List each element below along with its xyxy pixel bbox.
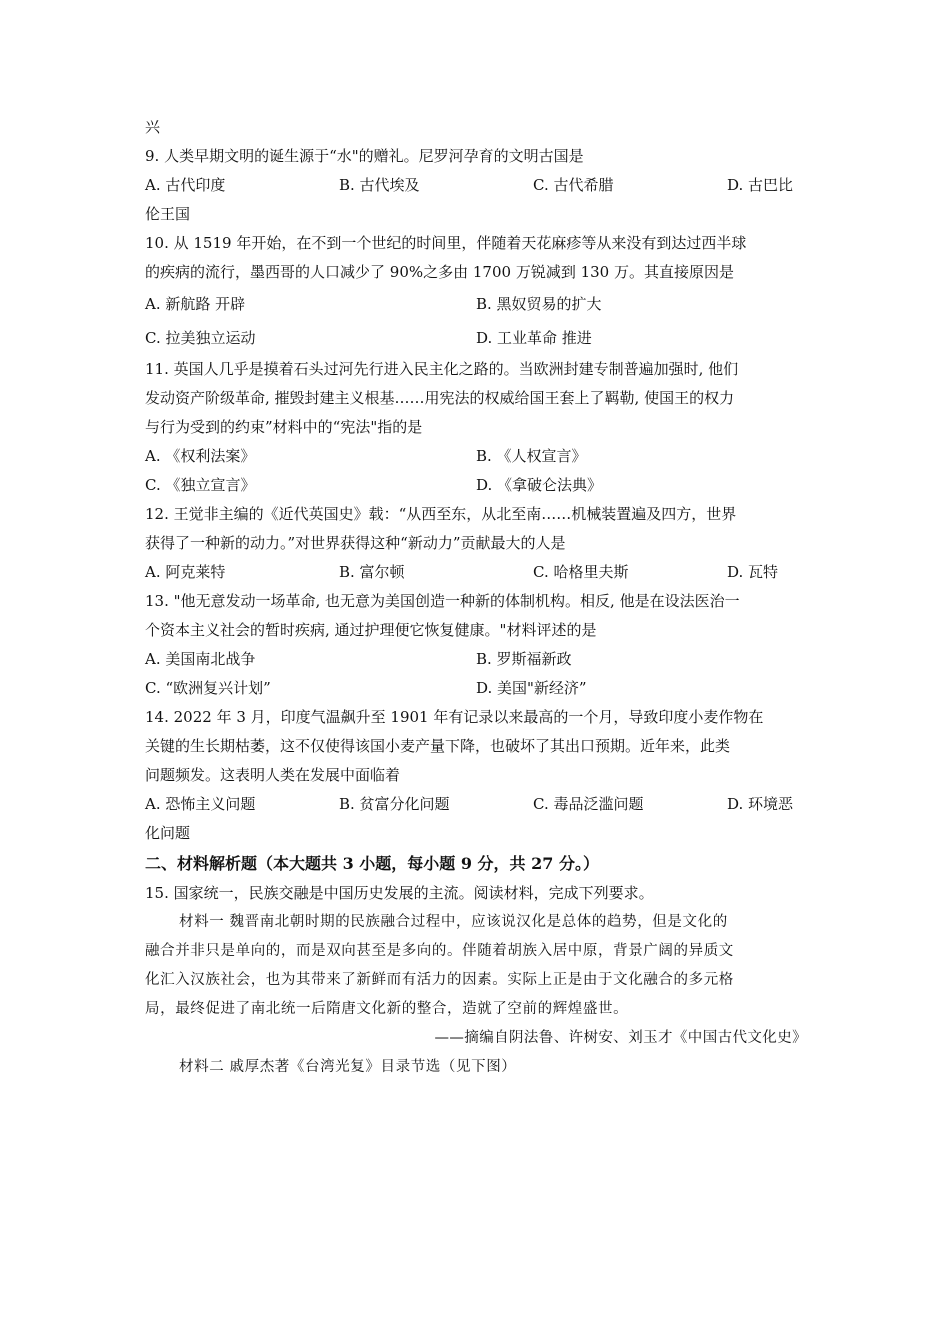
question-11: 11. 英国人几乎是摸着石头过河先行进入民主化之路的。当欧洲封建专制普遍加强时, 他们 xyxy=(145,360,739,378)
material-one-source: ——摘编自阴法鲁、许树安、刘玉才《中国古代文化史》 xyxy=(434,1030,807,1046)
material-one: 材料一 魏晋南北朝时期的民族融合过程中，应该说汉化是总体的趋势，但是文化的 xyxy=(179,914,728,930)
option-d: D. 瓦特 xyxy=(727,563,779,581)
option-c: C. 毒品泛滥问题 xyxy=(533,795,644,813)
question-10-options-row2 xyxy=(145,321,807,355)
question-15: 15. 国家统一，民族交融是中国历史发展的主流。阅读材料，完成下列要求。 xyxy=(145,884,654,902)
exam-page xyxy=(145,113,807,1082)
option-b: B. 古代埃及 xyxy=(339,176,420,194)
option-c: C. 拉美独立运动 xyxy=(145,329,256,347)
option-d: D. 古巴比 xyxy=(727,176,794,194)
question-10-cont: 的疾病的流行，墨西哥的人口减少了 90%之多由 1700 万锐减到 130 万。其直接原因是 xyxy=(145,263,734,281)
question-11-options-row2 xyxy=(145,471,807,500)
material-one-cont: 融合并非只是单向的，而是双向甚至是多向的。伴随着胡族入居中原，背景广阔的异质文 xyxy=(145,943,734,959)
option-a: A. 《权利法案》 xyxy=(145,447,256,465)
option-continuation: 化问题 xyxy=(145,824,191,842)
option-d: D. 《拿破仑法典》 xyxy=(476,476,603,494)
option-d: D. 美国"新经济” xyxy=(476,679,587,697)
option-a: A. 阿克莱特 xyxy=(145,563,226,581)
material-one-cont: 化汇入汉族社会，也为其带来了新鲜而有活力的因素。实际上正是由于文化融合的多元格 xyxy=(145,972,734,988)
section-heading: 二、材料解析题（本大题共 3 小题，每小题 9 分，共 27 分。） xyxy=(145,854,599,873)
question-13: 13. "他无意发动一场革命, 也无意为美国创造一种新的体制机构。相反, 他是在设法医治一 xyxy=(145,592,740,610)
question-9-options xyxy=(145,171,807,200)
question-12-options xyxy=(145,558,807,587)
material-one-cont: 局，最终促进了南北统一后隋唐文化新的整合，造就了空前的辉煌盛世。 xyxy=(145,1001,629,1017)
question-10-options-row1 xyxy=(145,287,807,321)
option-d: D. 工业革命 推进 xyxy=(476,329,592,347)
option-c: C. 哈格里夫斯 xyxy=(533,563,629,581)
text-line: 兴 xyxy=(145,118,161,136)
option-a: A. 新航路 开辟 xyxy=(145,295,246,313)
option-a: A. 美国南北战争 xyxy=(145,650,256,668)
option-c: C. 《独立宣言》 xyxy=(145,476,256,494)
option-b: B. 贫富分化问题 xyxy=(339,795,450,813)
option-a: A. 古代印度 xyxy=(145,176,226,194)
option-b: B. 富尔顿 xyxy=(339,563,405,581)
question-9: 9. 人类早期文明的诞生源于“水"的赠礼。尼罗河孕育的文明古国是 xyxy=(145,147,584,165)
question-11-options-row1 xyxy=(145,442,807,471)
question-11-cont: 发动资产阶级革命, 摧毁封建主义根基……用宪法的权威给国王套上了羁勒, 使国王的权力 xyxy=(145,389,735,407)
question-14-options xyxy=(145,790,807,819)
question-14: 14. 2022 年 3 月，印度气温飙升至 1901 年有记录以来最高的一个月，导致印度小麦作物在 xyxy=(145,708,764,726)
question-12: 12. 王觉非主编的《近代英国史》载：“从西至东，从北至南……机械装置遍及四方，世界 xyxy=(145,505,737,523)
question-13-options-row2 xyxy=(145,674,807,703)
question-13-options-row1 xyxy=(145,645,807,674)
option-a: A. 恐怖主义问题 xyxy=(145,795,256,813)
question-12-cont: 获得了一种新的动力。”对世界获得这种“新动力”贡献最大的人是 xyxy=(145,534,566,552)
option-c: C. “欧洲复兴计划” xyxy=(145,679,271,697)
option-b: B. 黑奴贸易的扩大 xyxy=(476,295,602,313)
option-b: B. 《人权宣言》 xyxy=(476,447,587,465)
question-14-cont: 问题频发。这表明人类在发展中面临着 xyxy=(145,766,401,784)
question-13-cont: 个资本主义社会的暂时疾病, 通过护理便它恢复健康。"材料评述的是 xyxy=(145,621,597,639)
option-continuation: 伦王国 xyxy=(145,205,191,223)
option-c: C. 古代希腊 xyxy=(533,176,614,194)
material-two: 材料二 戚厚杰著《台湾光复》目录节选（见下图） xyxy=(179,1059,517,1075)
question-11-cont: 与行为受到的约束”材料中的“宪法"指的是 xyxy=(145,418,423,436)
question-10: 10. 从 1519 年开始，在不到一个世纪的时间里，伴随着天花麻疹等从来没有到达过西半球 xyxy=(145,234,747,252)
option-d: D. 环境恶 xyxy=(727,795,794,813)
option-b: B. 罗斯福新政 xyxy=(476,650,572,668)
question-14-cont: 关键的生长期枯萎，这不仅使得该国小麦产量下降，也破坏了其出口预期。近年来，此类 xyxy=(145,737,731,755)
